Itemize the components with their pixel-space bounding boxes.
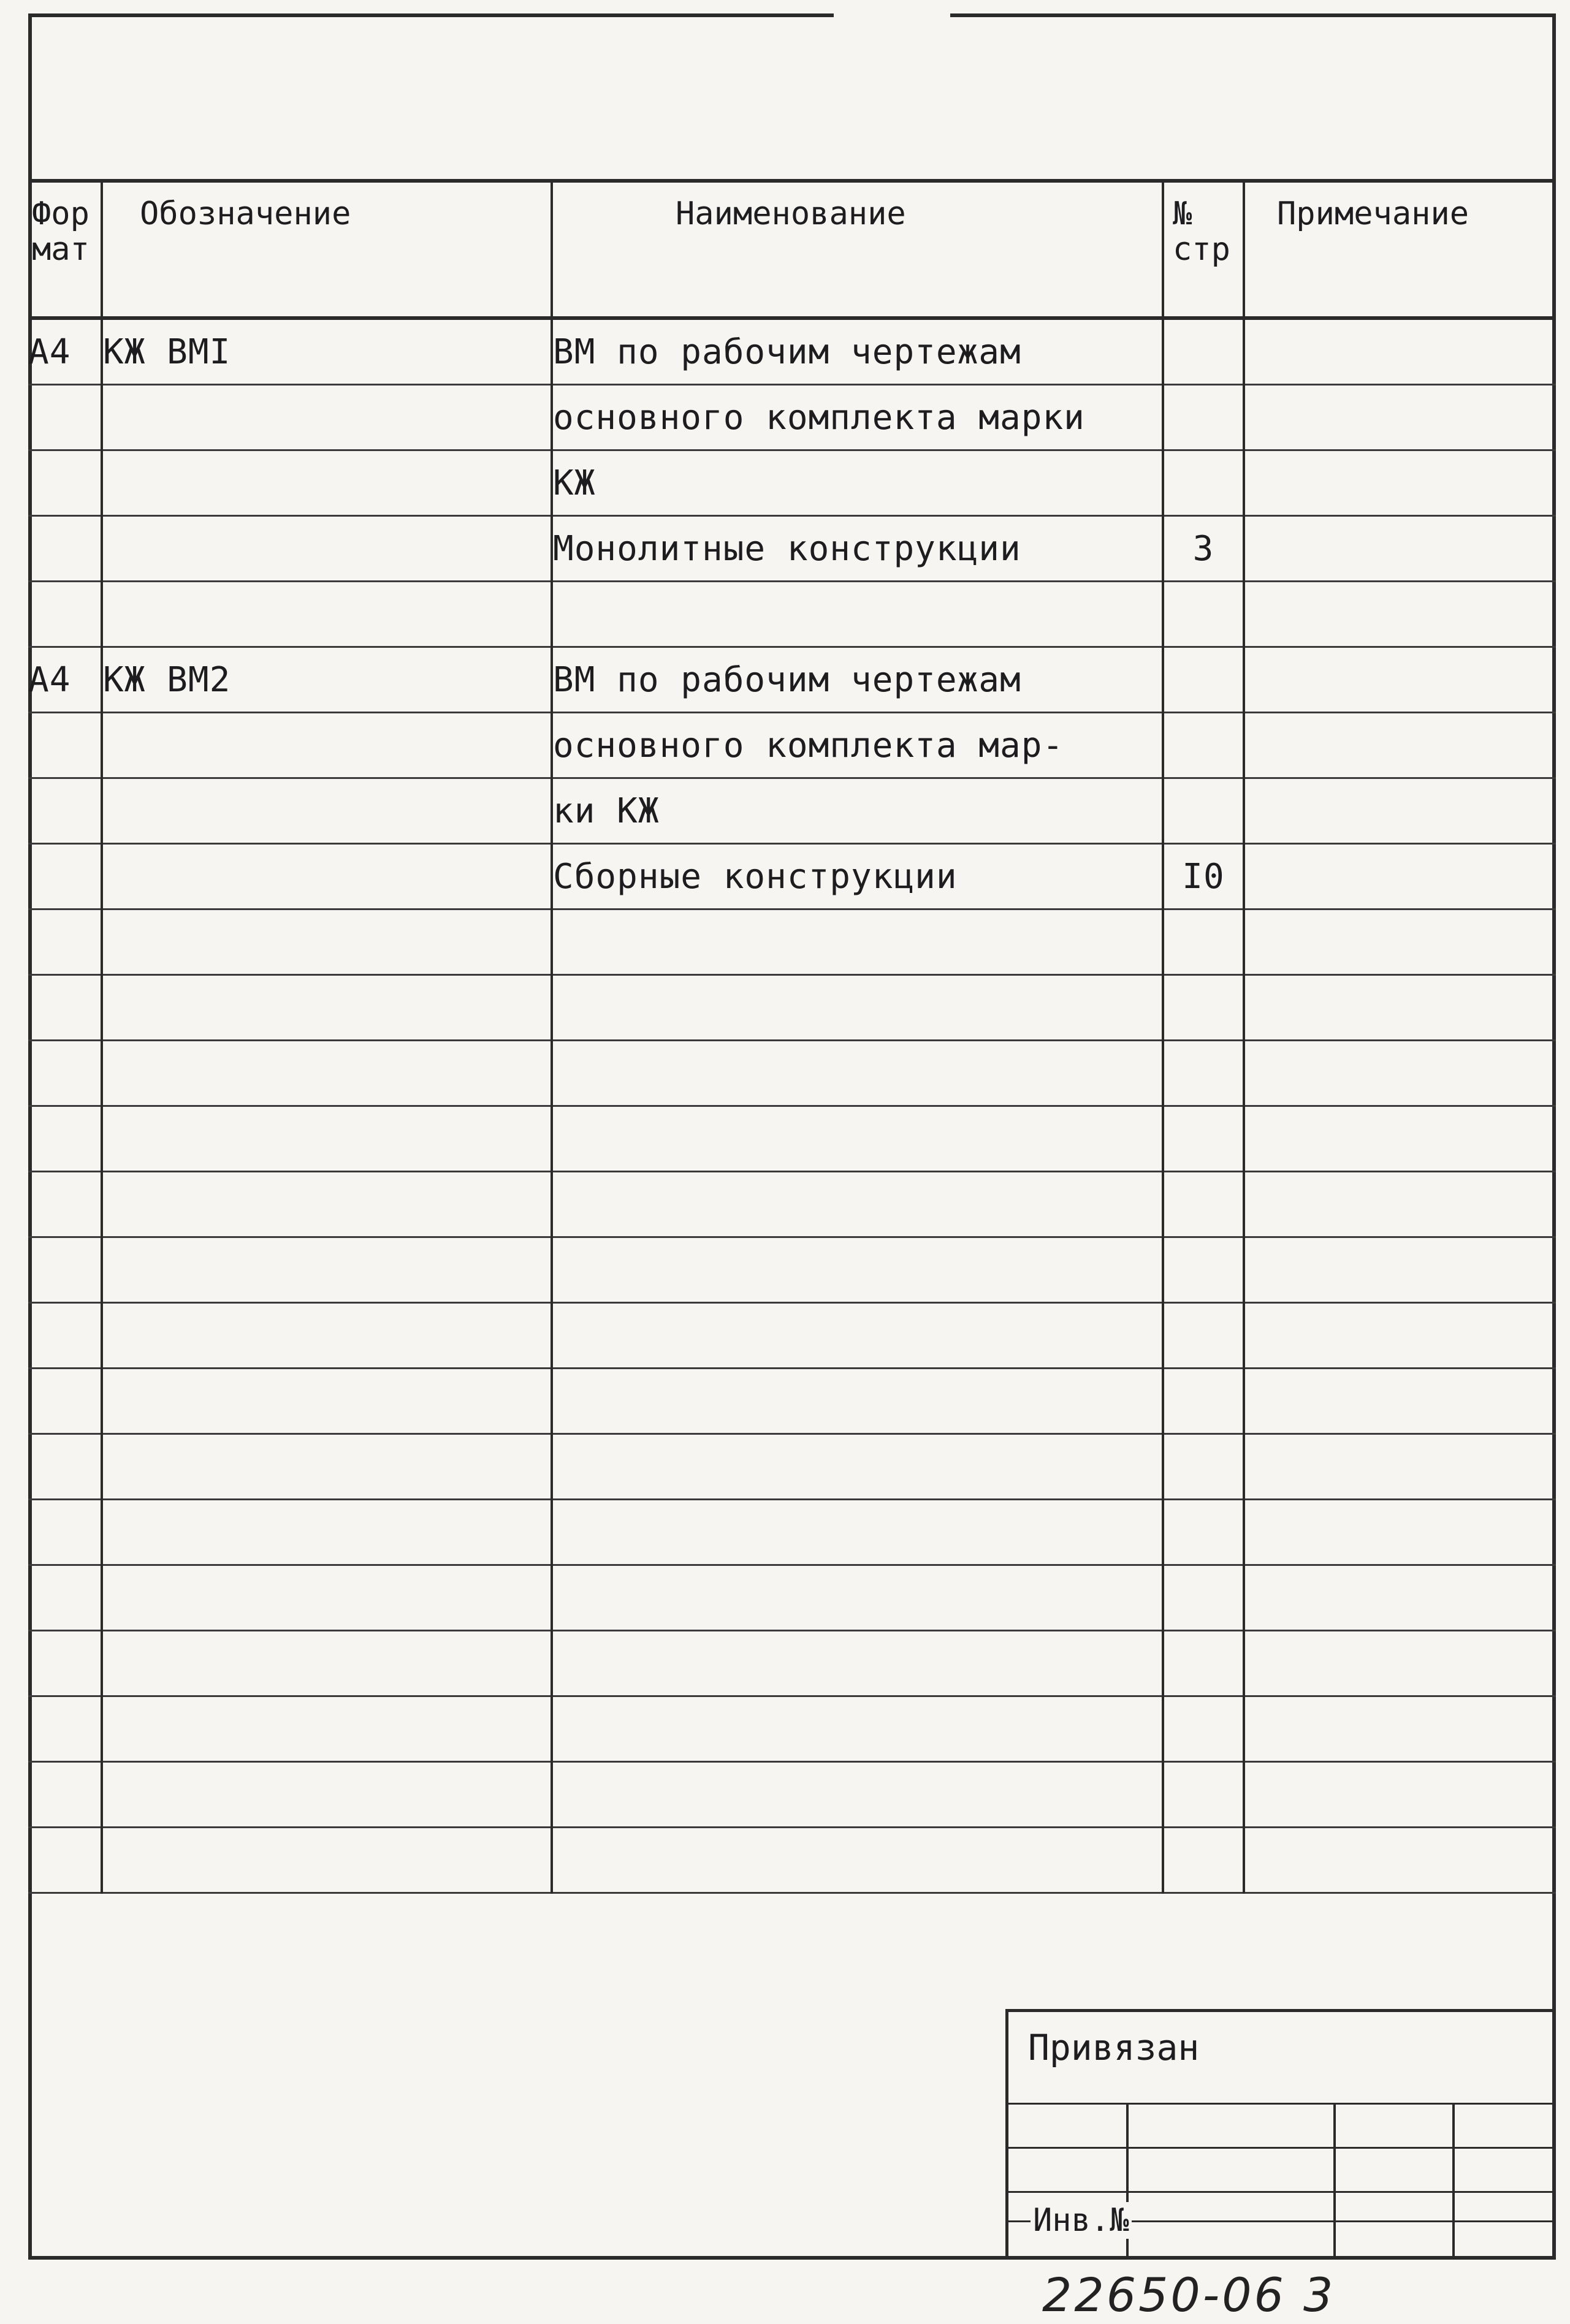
column-header-note: Примечание — [1244, 181, 1556, 318]
cell-name: ВМ по рабочим чертежам — [552, 647, 1163, 713]
table-row — [28, 1434, 1556, 1500]
cell-format — [28, 1106, 102, 1172]
cell-code — [102, 582, 552, 647]
cell-code — [102, 1303, 552, 1369]
cell-format — [28, 844, 102, 909]
cell-code — [102, 1106, 552, 1172]
cell-code — [102, 516, 552, 582]
cell-note — [1244, 1106, 1556, 1172]
cell-code — [102, 1369, 552, 1434]
stamp-column-divider — [1452, 2103, 1455, 2260]
cell-note — [1244, 450, 1556, 516]
cell-page — [1163, 1172, 1244, 1237]
cell-note — [1244, 1237, 1556, 1303]
cell-page — [1163, 1434, 1244, 1500]
table-row — [28, 1565, 1556, 1631]
cell-note — [1244, 778, 1556, 844]
title-stamp — [1005, 2009, 1556, 2260]
cell-code — [102, 909, 552, 975]
document-number: 22650-06 3 — [1042, 2268, 1336, 2322]
cell-format: А4 — [28, 647, 102, 713]
cell-format — [28, 778, 102, 844]
table-row — [28, 844, 1556, 909]
cell-format — [28, 385, 102, 450]
cell-name — [552, 975, 1163, 1041]
table-row — [28, 1828, 1556, 1893]
cell-format — [28, 1631, 102, 1696]
cell-page — [1163, 1106, 1244, 1172]
cell-page — [1163, 385, 1244, 450]
cell-name — [552, 1631, 1163, 1696]
table-row — [28, 1106, 1556, 1172]
cell-format — [28, 1041, 102, 1106]
column-header-format — [28, 181, 102, 318]
table-row — [28, 1631, 1556, 1696]
cell-note — [1244, 1041, 1556, 1106]
cell-format — [28, 1762, 102, 1828]
cell-format — [28, 975, 102, 1041]
stamp-divider — [1008, 2103, 1556, 2105]
cell-name — [552, 582, 1163, 647]
cell-page — [1163, 1041, 1244, 1106]
cell-code — [102, 778, 552, 844]
cell-name — [552, 1500, 1163, 1565]
cell-format: А4 — [28, 318, 102, 385]
cell-format — [28, 516, 102, 582]
cell-page — [1163, 1696, 1244, 1762]
table-row — [28, 909, 1556, 975]
cell-note — [1244, 1696, 1556, 1762]
cell-code: КЖ ВМ2 — [102, 647, 552, 713]
table-row — [28, 778, 1556, 844]
cell-page — [1163, 1828, 1244, 1893]
cell-name: ВМ по рабочим чертежам — [552, 318, 1163, 385]
cell-format — [28, 1172, 102, 1237]
cell-name — [552, 1237, 1163, 1303]
cell-note — [1244, 318, 1556, 385]
cell-code — [102, 1565, 552, 1631]
cell-page — [1163, 1500, 1244, 1565]
table-row — [28, 647, 1556, 713]
cell-page — [1163, 1369, 1244, 1434]
stamp-divider — [1008, 2147, 1556, 2149]
cell-name — [552, 1828, 1163, 1893]
cell-note — [1244, 516, 1556, 582]
table-row — [28, 385, 1556, 450]
table-row — [28, 1041, 1556, 1106]
cell-name — [552, 1172, 1163, 1237]
cell-note — [1244, 582, 1556, 647]
cell-format — [28, 909, 102, 975]
cell-page — [1163, 713, 1244, 778]
cell-format — [28, 1237, 102, 1303]
cell-code — [102, 1762, 552, 1828]
table-row — [28, 516, 1556, 582]
cell-note — [1244, 713, 1556, 778]
cell-page: I0 — [1163, 844, 1244, 909]
cell-name — [552, 1565, 1163, 1631]
cell-name — [552, 1106, 1163, 1172]
cell-code — [102, 385, 552, 450]
cell-page — [1163, 582, 1244, 647]
cell-format — [28, 1565, 102, 1631]
cell-code: КЖ ВМI — [102, 318, 552, 385]
cell-name — [552, 1696, 1163, 1762]
cell-name: Сборные конструкции — [552, 844, 1163, 909]
cell-name — [552, 1434, 1163, 1500]
column-header-format-text: Фор мат — [32, 196, 90, 268]
table-row — [28, 1762, 1556, 1828]
cell-format — [28, 450, 102, 516]
table-row — [28, 582, 1556, 647]
cell-page — [1163, 1762, 1244, 1828]
cell-note — [1244, 1565, 1556, 1631]
stamp-column-divider — [1333, 2103, 1336, 2260]
cell-note — [1244, 1434, 1556, 1500]
cell-note — [1244, 647, 1556, 713]
cell-note — [1244, 1303, 1556, 1369]
cell-note — [1244, 1172, 1556, 1237]
cell-format — [28, 582, 102, 647]
cell-format — [28, 1828, 102, 1893]
cell-note — [1244, 1500, 1556, 1565]
cell-format — [28, 1303, 102, 1369]
stamp-divider — [1008, 2191, 1556, 2193]
cell-name — [552, 1762, 1163, 1828]
table-row — [28, 1237, 1556, 1303]
column-header-page — [1163, 181, 1244, 318]
table-row — [28, 1696, 1556, 1762]
inventory-number-label: Инв.№ — [1031, 2202, 1132, 2239]
cell-format — [28, 1696, 102, 1762]
table-row — [28, 450, 1556, 516]
column-header-designation: Обозначение — [102, 181, 552, 318]
cell-page — [1163, 647, 1244, 713]
column-header-page-text: № стр — [1173, 196, 1230, 268]
stamp-title: Привязан — [1028, 2027, 1200, 2068]
cell-name: КЖ — [552, 450, 1163, 516]
cell-note — [1244, 975, 1556, 1041]
cell-name — [552, 1369, 1163, 1434]
cell-page — [1163, 1237, 1244, 1303]
cell-name — [552, 909, 1163, 975]
cell-name — [552, 1303, 1163, 1369]
cell-name — [552, 1041, 1163, 1106]
cell-page — [1163, 1565, 1244, 1631]
table-row — [28, 1369, 1556, 1434]
cell-page — [1163, 975, 1244, 1041]
table-row — [28, 713, 1556, 778]
cell-page — [1163, 778, 1244, 844]
specification-table — [28, 179, 1556, 1894]
cell-note — [1244, 844, 1556, 909]
cell-code — [102, 450, 552, 516]
cell-page — [1163, 318, 1244, 385]
cell-page — [1163, 909, 1244, 975]
cell-code — [102, 1172, 552, 1237]
cell-code — [102, 1500, 552, 1565]
table-header-row — [28, 181, 1556, 318]
cell-name: ки КЖ — [552, 778, 1163, 844]
cell-name: Монолитные конструкции — [552, 516, 1163, 582]
cell-code — [102, 713, 552, 778]
cell-code — [102, 844, 552, 909]
cell-code — [102, 1237, 552, 1303]
table-row — [28, 318, 1556, 385]
scan-smudge — [834, 12, 950, 21]
table-row — [28, 1303, 1556, 1369]
cell-note — [1244, 385, 1556, 450]
cell-page — [1163, 1631, 1244, 1696]
cell-code — [102, 1828, 552, 1893]
specification-table-area — [28, 179, 1556, 1927]
cell-name: основного комплекта марки — [552, 385, 1163, 450]
cell-note — [1244, 909, 1556, 975]
table-row — [28, 975, 1556, 1041]
cell-page — [1163, 450, 1244, 516]
table-body — [28, 318, 1556, 1893]
cell-format — [28, 1434, 102, 1500]
cell-note — [1244, 1631, 1556, 1696]
cell-page — [1163, 1303, 1244, 1369]
cell-format — [28, 1369, 102, 1434]
cell-name: основного комплекта мар- — [552, 713, 1163, 778]
cell-code — [102, 975, 552, 1041]
cell-format — [28, 713, 102, 778]
cell-code — [102, 1041, 552, 1106]
cell-note — [1244, 1828, 1556, 1893]
cell-format — [28, 1500, 102, 1565]
cell-code — [102, 1696, 552, 1762]
cell-code — [102, 1631, 552, 1696]
table-row — [28, 1500, 1556, 1565]
cell-note — [1244, 1762, 1556, 1828]
cell-note — [1244, 1369, 1556, 1434]
column-header-name: Наименование — [552, 181, 1163, 318]
table-row — [28, 1172, 1556, 1237]
cell-page: 3 — [1163, 516, 1244, 582]
cell-code — [102, 1434, 552, 1500]
